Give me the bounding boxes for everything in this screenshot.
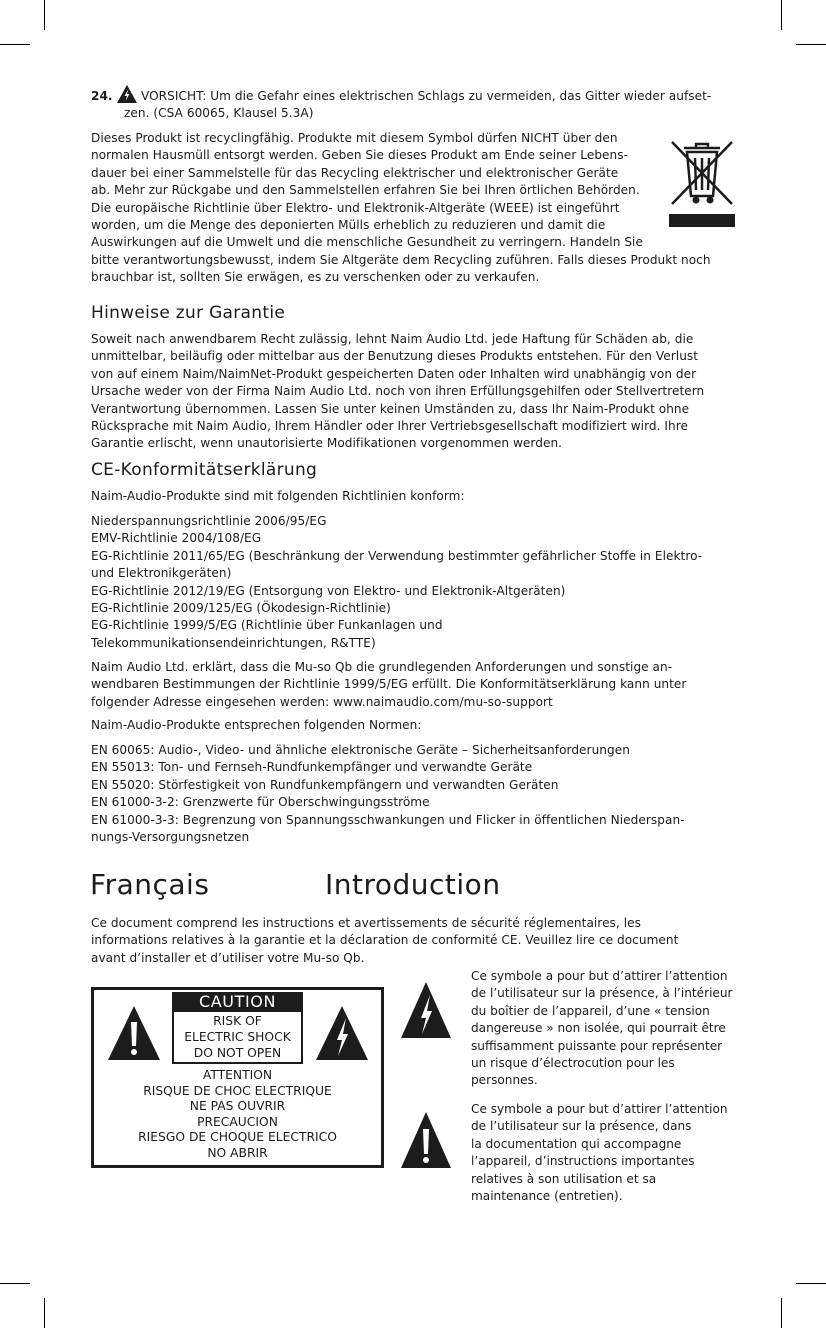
- warning-icon: [116, 84, 138, 104]
- text-line: l’appareil, d’instructions importantes: [471, 1154, 695, 1169]
- text-line: Naim Audio Ltd. erklärt, dass die Mu-so Qb die grundlegenden Anforderungen und sonstige an-: [91, 660, 673, 674]
- text-line: EG-Richtlinie 2011/65/EG (Beschränkung der Verwendung bestimmter gefährlicher Stoffe in Elektro-: [91, 548, 703, 563]
- french-intro: [91, 915, 678, 967]
- ce-norms: [91, 742, 685, 846]
- crop-mark: [44, 1298, 45, 1328]
- text-line: Ursache weder von der Firma Naim Audio Ltd. noch von ihren Erfüllungsgehilfen oder Stellvertretern: [91, 384, 705, 399]
- text-line: EN 61000-3-2: Grenzwerte für Oberschwingungsströme: [91, 795, 430, 810]
- lightning-triangle-icon: [399, 980, 453, 1040]
- text-line: EN 55020: Störfestigkeit von Rundfunkempfängern und verwandten Geräten: [91, 777, 559, 792]
- text-line: dangereuse » non isolée, qui pourrait être: [471, 1021, 726, 1036]
- text-line: la documentation qui accompagne: [471, 1136, 682, 1151]
- ce-norms-intro: Naim-Audio-Produkte entsprechen folgenden Normen:: [91, 718, 422, 732]
- text-line: Rücksprache mit Naim Audio, Ihrem Händler oder Ihrer Vertriebsgesellschaft modifiziert wird. Ihre: [91, 419, 688, 434]
- text-line: Ce symbole a pour but d’attirer l’attention: [471, 969, 728, 983]
- crop-mark: [796, 44, 826, 45]
- text-line: de l’utilisateur sur la présence, à l’intérieur: [471, 986, 733, 1001]
- text-line: avant d’installer et d’utiliser votre Mu-so Qb.: [91, 950, 365, 965]
- text-line: Ce document comprend les instructions et avertissements de sécurité réglementaires, les: [91, 916, 641, 930]
- text-line: maintenance (entretien).: [471, 1189, 623, 1204]
- text-line: de l’utilisateur sur la présence, dans: [471, 1119, 692, 1134]
- text-line: EMV-Richtlinie 2004/108/EG: [91, 531, 262, 546]
- item-number: 24.: [91, 89, 113, 103]
- text-line: EG-Richtlinie 1999/5/EG (Richtlinie über Funkanlagen und: [91, 618, 443, 633]
- text-line: DO NOT OPEN: [193, 1046, 282, 1060]
- crop-mark: [781, 1298, 782, 1328]
- text-line: NO ABRIR: [207, 1145, 268, 1160]
- text-line: EG-Richtlinie 2012/19/EG (Entsorgung von Elektro- und Elektronik-Altgeräten): [91, 583, 566, 598]
- text-line: ELECTRIC SHOCK: [184, 1030, 291, 1044]
- ce-declaration: [91, 659, 686, 711]
- text-line: ATTENTION: [202, 1068, 273, 1082]
- text-line: Telekommunikationsendeinrichtungen, R&TTE): [91, 635, 376, 650]
- section-title: Introduction: [325, 868, 501, 901]
- lightning-triangle-icon: [314, 1004, 370, 1062]
- text-line: PRECAUCION: [197, 1114, 278, 1129]
- text-line: Garantie erlischt, wenn unautorisierte Modifikationen vorgenommen werden.: [91, 436, 563, 451]
- text-line: RISQUE DE CHOC ELECTRIQUE: [143, 1083, 332, 1098]
- guarantee-heading: Hinweise zur Garantie: [91, 303, 286, 323]
- caution-warning: [172, 1012, 303, 1064]
- text-line: dauer bei einer Sammelstelle für das Recycling elektrischer und elektronischer Geräte: [91, 165, 619, 180]
- text-line: Die europäische Richtlinie über Elektro- und Elektronik-Altgeräte (WEEE) ist eingeführt: [91, 200, 620, 215]
- text-line: und Elektronikgeräten): [91, 566, 232, 581]
- text-line: relatives à son utilisation et sa: [471, 1171, 657, 1186]
- text-line: EN 61000-3-3: Begrenzung von Spannungsschwankungen und Flicker in öffentlichen Niederspan-: [91, 812, 685, 827]
- text-line: Dieses Produkt ist recyclingfähig. Produkte mit diesem Symbol dürfen NICHT über den: [91, 131, 618, 145]
- text-line: von auf einem Naim/NaimNet-Produkt gespeicherten Daten oder Inhalten wird unabhängig von der: [91, 366, 697, 381]
- caution-label: CAUTION: [172, 992, 303, 1012]
- language-heading: Français: [90, 868, 210, 901]
- crop-mark: [0, 44, 30, 45]
- symbol2-description: [471, 1101, 728, 1205]
- text-line: wendbaren Bestimmungen der Richtlinie 1999/5/EG erfüllt. Die Konformitätserklärung kann unter: [91, 677, 687, 692]
- text-line: un risque d’électrocution pour les: [471, 1056, 675, 1071]
- crop-mark: [44, 0, 45, 30]
- ce-intro: Naim-Audio-Produkte sind mit folgenden Richtlinien konform:: [91, 489, 465, 503]
- text-line: unmittelbar, beiläufig oder mittelbar aus der Benutzung dieses Produkts entstehen. Für den Verlust: [91, 349, 699, 364]
- text-line: nungs-Versorgungsnetzen: [91, 830, 250, 845]
- text-line: Soweit nach anwendbarem Recht zulässig, lehnt Naim Audio Ltd. jede Haftung für Schäden ab, die: [91, 332, 694, 346]
- text-line: RIESGO DE CHOQUE ELECTRICO: [138, 1130, 337, 1144]
- crop-mark: [796, 1283, 826, 1284]
- text-line: EN 60065: Audio-, Video- und ähnliche elektronische Geräte – Sicherheitsanforderungen: [91, 743, 630, 757]
- text-line: Auswirkungen auf die Umwelt und die menschliche Gesundheit zu verringern. Handeln Sie: [91, 235, 643, 250]
- text-line: RISK OF: [213, 1014, 262, 1028]
- text-line: NE PAS OUVRIR: [189, 1099, 286, 1113]
- text-line: personnes.: [471, 1073, 538, 1088]
- text-line: normalen Hausmüll entsorgt werden. Geben Sie dieses Produkt am Ende seiner Lebens-: [91, 148, 629, 163]
- crop-mark: [781, 0, 782, 30]
- text-line: EG-Richtlinie 2009/125/EG (Ökodesign-Richtlinie): [91, 601, 391, 616]
- text-line: Niederspannungsrichtlinie 2006/95/EG: [91, 514, 327, 528]
- weee-bin-icon: [666, 134, 738, 230]
- text-line: informations relatives à la garantie et la déclaration de conformité CE. Veuillez lire ce document: [91, 933, 679, 948]
- text-line: Ce symbole a pour but d’attirer l’attention: [471, 1102, 728, 1116]
- text-line: du boîtier de l’appareil, d’une « tension: [471, 1003, 710, 1018]
- recycling-paragraph: [91, 130, 711, 287]
- text-line: worden, um die Menge des deponierten Mülls erheblich zu reduzieren und damit die: [91, 218, 606, 233]
- text-line: VORSICHT: Um die Gefahr eines elektrischen Schlags zu vermeiden, das Gitter wieder aufset-: [141, 89, 712, 103]
- exclamation-triangle-icon: [399, 1110, 453, 1170]
- text-line: folgender Adresse eingesehen werden: www.naimaudio.com/mu-so-support: [91, 694, 553, 709]
- text-line: bitte verantwortungsbewusst, indem Sie Altgeräte dem Recycling zuführen. Falls dieses Produkt noch: [91, 252, 711, 267]
- caution-translations: [91, 1068, 384, 1161]
- ce-directives: [91, 513, 702, 652]
- symbol1-description: [471, 968, 733, 1090]
- text-line: suffisamment puissante pour représenter: [471, 1038, 723, 1053]
- text-line: ab. Mehr zur Rückgabe und den Sammelstellen erfahren Sie bei Ihren örtlichen Behörden.: [91, 183, 640, 198]
- text-line: EN 55013: Ton- und Fernseh-Rundfunkempfänger und verwandte Geräte: [91, 760, 533, 775]
- item-24-text: [124, 88, 712, 123]
- exclamation-triangle-icon: [106, 1004, 162, 1062]
- crop-mark: [0, 1283, 30, 1284]
- guarantee-paragraph: [91, 331, 704, 453]
- text-line: Verantwortung übernommen. Lassen Sie unter keinen Umständen zu, dass Ihr Naim-Produkt ohne: [91, 401, 690, 416]
- ce-heading: CE-Konformitätserklärung: [91, 460, 318, 480]
- text-line: brauchbar ist, sollten Sie erwägen, es zu verschenken oder zu verkaufen.: [91, 270, 540, 285]
- text-line: zen. (CSA 60065, Klausel 5.3A): [124, 106, 314, 121]
